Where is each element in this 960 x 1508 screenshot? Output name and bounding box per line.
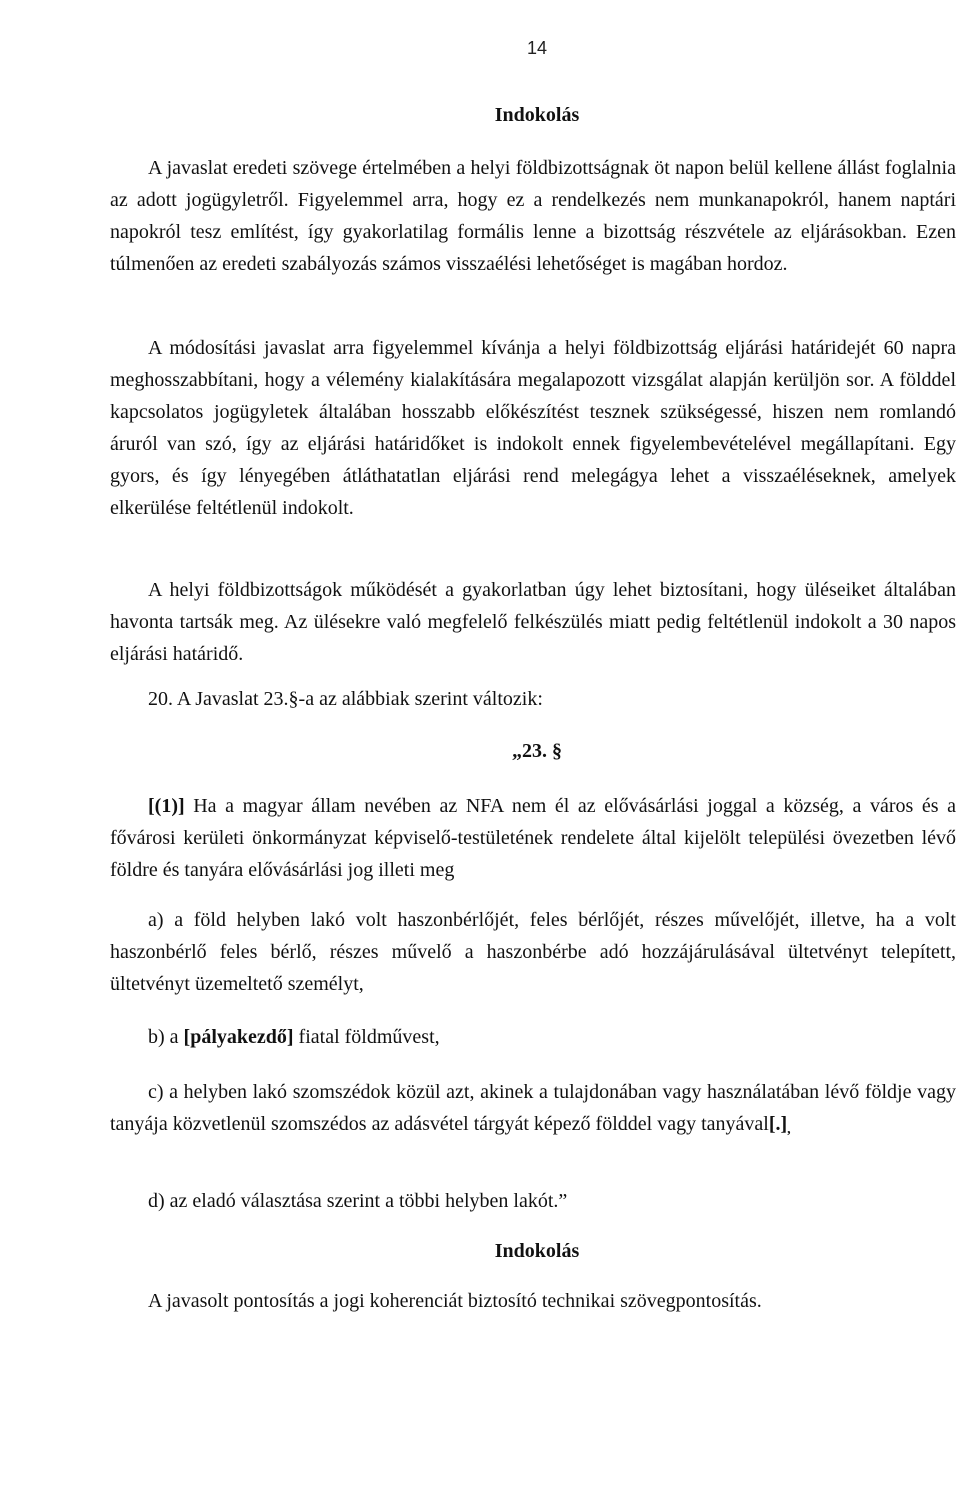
amendment-intro: 20. A Javaslat 23.§-a az alábbiak szerint változik: [148,688,543,710]
list-item-a: a) a föld helyben lakó volt haszonbérlőjét, feles bérlőjét, részes művelőjét, illetve, ha a volt haszonbérlő feles bérlő, részes művelő a haszonbérbe adó hozzájárulásával ültetvényt telepített, ültetvényt üzemeltető személyt, [110,909,956,995]
deleted-marker: [(1)] [148,795,185,817]
list-item-d: d) az eladó választása szerint a többi helyben lakót.” [148,1190,568,1212]
paragraph-3: A helyi földbizottságok működését a gyakorlatban úgy lehet biztosítani, hogy üléseiket általában havonta tartsák meg. Az ülésekre való megfelelő felkészülés miatt pedig feltétlenül indokolt a 30 napos eljárási határidő. [110,579,956,665]
inserted-punctuation: , [787,1122,791,1137]
paragraph-final: A javasolt pontosítás a jogi koherenciát biztosító technikai szövegpontosítás. [148,1290,762,1312]
list-item-c: c) a helyben lakó szomszédok közül azt, akinek a tulajdonában vagy használatában lévő földje vagy tanyája közvetlenül szomszédos az adásvétel tárgyát képező földdel vagy $\tan yával[.]_,$ [110,1081,956,1137]
heading-indokolas-1: Indokolás [494,104,580,126]
section-1-text: Ha a magyar állam nevében az NFA nem él az elővásárlási joggal a község, a város és a fővárosi kerületi önkormányzat képviselő-testületének rendelete által kijelölt települési övezetben lévő földre és tanyára elővásárlási jog illeti meg [110,795,956,881]
list-item-b: b) a [pályakezdő] fiatal földművest, [148,1026,440,1048]
paragraph-1: A javaslat eredeti szövege értelmében a helyi földbizottságnak öt napon belül kellene állást foglalnia az adott jogügyletről. Figyelemmel arra, hogy ez a rendelkezés nem munkanapokról, hanem naptári napokról tesz említést, így gyakorlatilag formális lenne a bizottság részvétele az eljárásokban. Ezen túlmenően az eredeti szabályozás számos visszaélési lehetőséget is magában hordoz. [110,157,956,275]
paragraph-section-1 [110,790,956,886]
heading-indokolas-2: Indokolás [494,1240,580,1262]
deleted-term: [pályakezdő] [183,1026,294,1048]
page-number: 14 [526,38,548,58]
section-mark: „23. § [512,740,562,762]
deleted-punctuation: [.] [768,1113,788,1135]
paragraph-2: A módosítási javaslat arra figyelemmel kívánja a helyi földbizottság eljárási határidejét 60 napra meghosszabbítani, hogy a vélemény kialakítására megalapozott vizsgálat alapján kerüljön sor. A földdel kapcsolatos jogügyletek általában hosszabb előkészítést tesznek szükségessé, hiszen nem romlandó áruról van szó, így az eljárási határidőket is indokolt ennek figyelembevételével megállapítani. Egy gyors, és így lényegében átláthatatlan eljárási rend melegágya lehet a visszaéléseknek, amelyek elkerülése feltétlenül indokolt. [110,337,956,519]
